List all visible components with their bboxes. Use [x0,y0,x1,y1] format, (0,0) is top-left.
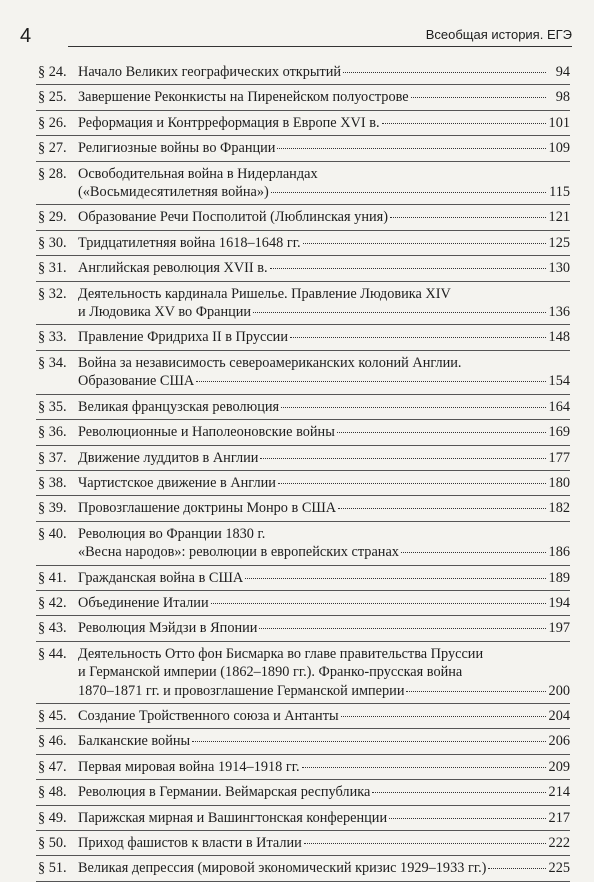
section-number: § 26. [38,114,67,131]
section-title: Правление Фридриха II в Пруссии [78,329,288,346]
toc-entry-line [38,543,570,561]
page-reference: 125 [548,234,570,251]
toc-entry [36,282,570,326]
section-title: Английская революция XVII в. [78,260,268,277]
page-reference: 200 [548,682,570,699]
toc-entry-line [38,859,570,877]
section-number: § 31. [38,260,67,277]
toc-entry [36,496,570,521]
table-of-contents [36,60,570,882]
toc-entry-line [38,88,570,106]
toc-entry [36,780,570,805]
section-number: § 51. [38,860,67,877]
page-reference: 225 [548,860,570,877]
section-number: § 34. [38,354,67,371]
section-title: Война за независимость североамериканских колоний Англии. [78,354,462,371]
toc-entry-line [38,303,570,321]
page-reference: 94 [555,64,570,80]
toc-entry [36,591,570,616]
dot-leader [196,381,546,382]
page-reference: 121 [548,209,570,226]
section-title: Начало Великих географических открытий [78,64,342,80]
section-number: § 43. [38,620,67,637]
section-title: Религиозные войны во Франции [78,140,276,157]
page-reference: 148 [548,329,570,346]
dot-leader [389,818,546,819]
section-title: Завершение Реконкисты на Пиренейском полуострове [78,89,409,106]
toc-entry-line [38,834,570,852]
dot-leader [372,792,546,793]
toc-entry-line [38,707,570,725]
section-number: § 37. [38,449,67,466]
running-title: Всеобщая история. ЕГЭ [425,27,572,42]
section-title: Образование Речи Посполитой (Люблинская уния) [78,209,388,226]
page-reference: 98 [555,89,570,106]
section-number: § 38. [38,474,67,491]
page-reference: 169 [548,424,570,441]
toc-entry [36,806,570,831]
toc-entry-line [38,569,570,587]
dot-leader [260,458,546,459]
section-title: Революция Мэйдзи в Японии [78,620,258,637]
page-reference: 206 [548,733,570,750]
toc-entry-line [38,525,570,543]
toc-entry-line [38,354,570,372]
page-reference: 115 [549,184,570,201]
toc-entry-line [38,63,570,81]
section-title: 1870–1871 гг. и провозглашение Германской империи [78,682,405,699]
dot-leader [253,312,546,313]
page-reference: 194 [548,594,570,611]
dot-leader [382,123,546,124]
page-number: 4 [20,25,32,47]
section-title: Реформация и Контрреформация в Европе XVI в. [78,114,380,131]
dot-leader [259,628,546,629]
toc-entry [36,755,570,780]
page-reference: 182 [548,500,570,517]
section-title: Революция во Франции 1830 г. [78,525,266,542]
page-reference: 186 [548,544,570,561]
toc-entry [36,616,570,641]
page-header [20,22,572,52]
page-reference: 222 [548,835,570,851]
toc-entry [36,256,570,281]
section-title: Парижская мирная и Вашингтонская конференции [78,809,388,826]
toc-entry [36,231,570,256]
toc-entry-line [38,114,570,132]
section-number: § 28. [38,165,67,182]
toc-entry-line [38,732,570,750]
toc-entry-line [38,183,570,201]
toc-entry-line [38,449,570,467]
section-number: § 47. [38,758,67,775]
section-title: Первая мировая война 1914–1918 гг. [78,758,300,775]
toc-entry-line [38,208,570,226]
toc-entry-line [38,139,570,157]
toc-entry [36,162,570,206]
dot-leader [245,578,546,579]
toc-entry [36,704,570,729]
page-reference: 164 [548,398,570,415]
dot-leader [488,868,546,869]
toc-entry-line [38,372,570,390]
toc-entry-line [38,259,570,277]
dot-leader [281,407,546,408]
dot-leader [401,552,546,553]
page-reference: 197 [548,620,570,637]
dot-leader [406,691,546,692]
toc-entry [36,111,570,136]
toc-entry-line [38,285,570,303]
toc-entry-line [38,474,570,492]
toc-entry-line [38,234,570,252]
toc-entry-line [38,165,570,183]
dot-leader [302,767,546,768]
section-number: § 42. [38,594,67,611]
section-title: Балканские войны [78,733,191,750]
section-title: Движение луддитов в Англии [78,449,259,466]
toc-entry-line [38,758,570,776]
dot-leader [277,148,546,149]
section-number: § 39. [38,500,67,517]
section-number: § 45. [38,707,67,724]
page-reference: 189 [548,569,570,586]
section-number: § 35. [38,398,67,415]
section-number: § 41. [38,569,67,586]
dot-leader [290,337,546,338]
toc-entry [36,85,570,110]
toc-entry [36,831,570,856]
section-title: Деятельность кардинала Ришелье. Правление Людовика XIV [78,285,451,302]
toc-entry-line [38,398,570,416]
toc-entry [36,325,570,350]
section-number: § 25. [38,89,67,106]
section-number: § 44. [38,645,67,662]
section-title: Революция в Германии. Веймарская республика [78,784,371,801]
section-number: § 27. [38,140,67,157]
toc-entry [36,351,570,395]
toc-entry [36,856,570,881]
section-title: и Людовика XV во Франции [78,304,252,321]
dot-leader [343,72,546,73]
dot-leader [411,97,546,98]
section-number: § 30. [38,234,67,251]
toc-entry-line [38,594,570,612]
toc-entry [36,471,570,496]
dot-leader [192,741,546,742]
section-title: Провозглашение доктрины Монро в США [78,500,337,517]
toc-entry [36,566,570,591]
page-reference: 109 [548,140,570,157]
page-reference: 209 [548,758,570,775]
page-reference: 204 [548,707,570,724]
section-title: Приход фашистов к власти в Италии [78,835,302,851]
page-reference: 101 [548,114,570,131]
page-reference: 154 [548,373,570,390]
section-title: Объединение Италии [78,594,209,611]
section-title: Чартистское движение в Англии [78,474,276,491]
toc-entry-line [38,423,570,441]
section-number: § 49. [38,809,67,826]
toc-entry [36,522,570,566]
section-title: Освободительная война в Нидерландах [78,165,318,182]
toc-entry [36,60,570,85]
toc-entry [36,446,570,471]
toc-entry [36,642,570,704]
section-title: «Весна народов»: революции в европейских странах [78,544,399,561]
dot-leader [211,603,546,604]
section-number: § 46. [38,733,67,750]
section-title: («Восьмидесятилетняя война») [78,184,269,201]
page-reference: 136 [548,304,570,321]
section-title: Великая французская революция [78,398,280,415]
dot-leader [303,243,546,244]
toc-entry-line [38,328,570,346]
page-reference: 130 [548,260,570,277]
toc-entry [36,136,570,161]
page-reference: 217 [548,809,570,826]
dot-leader [341,716,546,717]
toc-entry-line [38,663,570,681]
toc-entry-line [38,499,570,517]
header-rule [68,46,572,47]
section-number: § 40. [38,525,67,542]
section-number: § 48. [38,784,67,801]
page-reference: 177 [548,449,570,466]
toc-entry-line [38,619,570,637]
section-title: Великая депрессия (мировой экономический кризис 1929–1933 гг.) [78,860,487,877]
section-title: Образование США [78,373,195,390]
toc-entry-line [38,809,570,827]
toc-entry-line [38,783,570,801]
dot-leader [337,432,546,433]
toc-entry [36,420,570,445]
dot-leader [278,483,546,484]
page-reference: 214 [548,784,570,801]
dot-leader [271,192,546,193]
section-number: § 33. [38,329,67,346]
section-number: § 24. [38,64,67,80]
dot-leader [304,843,546,844]
toc-entry [36,395,570,420]
toc-entry [36,729,570,754]
toc-entry-line [38,645,570,663]
section-title: Деятельность Отто фон Бисмарка во главе правительства Пруссии [78,645,484,662]
page-reference: 180 [548,474,570,491]
toc-entry [36,205,570,230]
section-number: § 29. [38,209,67,226]
dot-leader [270,268,546,269]
section-title: Революционные и Наполеоновские войны [78,424,335,441]
dot-leader [390,217,546,218]
section-title: Тридцатилетняя война 1618–1648 гг. [78,234,301,251]
section-number: § 32. [38,285,67,302]
section-number: § 50. [38,835,67,851]
section-number: § 36. [38,424,67,441]
section-title: и Германской империи (1862–1890 гг.). Франко-прусская война [78,664,463,681]
toc-entry-line [38,682,570,700]
section-title: Создание Тройственного союза и Антанты [78,707,339,724]
section-title: Гражданская война в США [78,569,244,586]
dot-leader [338,508,546,509]
